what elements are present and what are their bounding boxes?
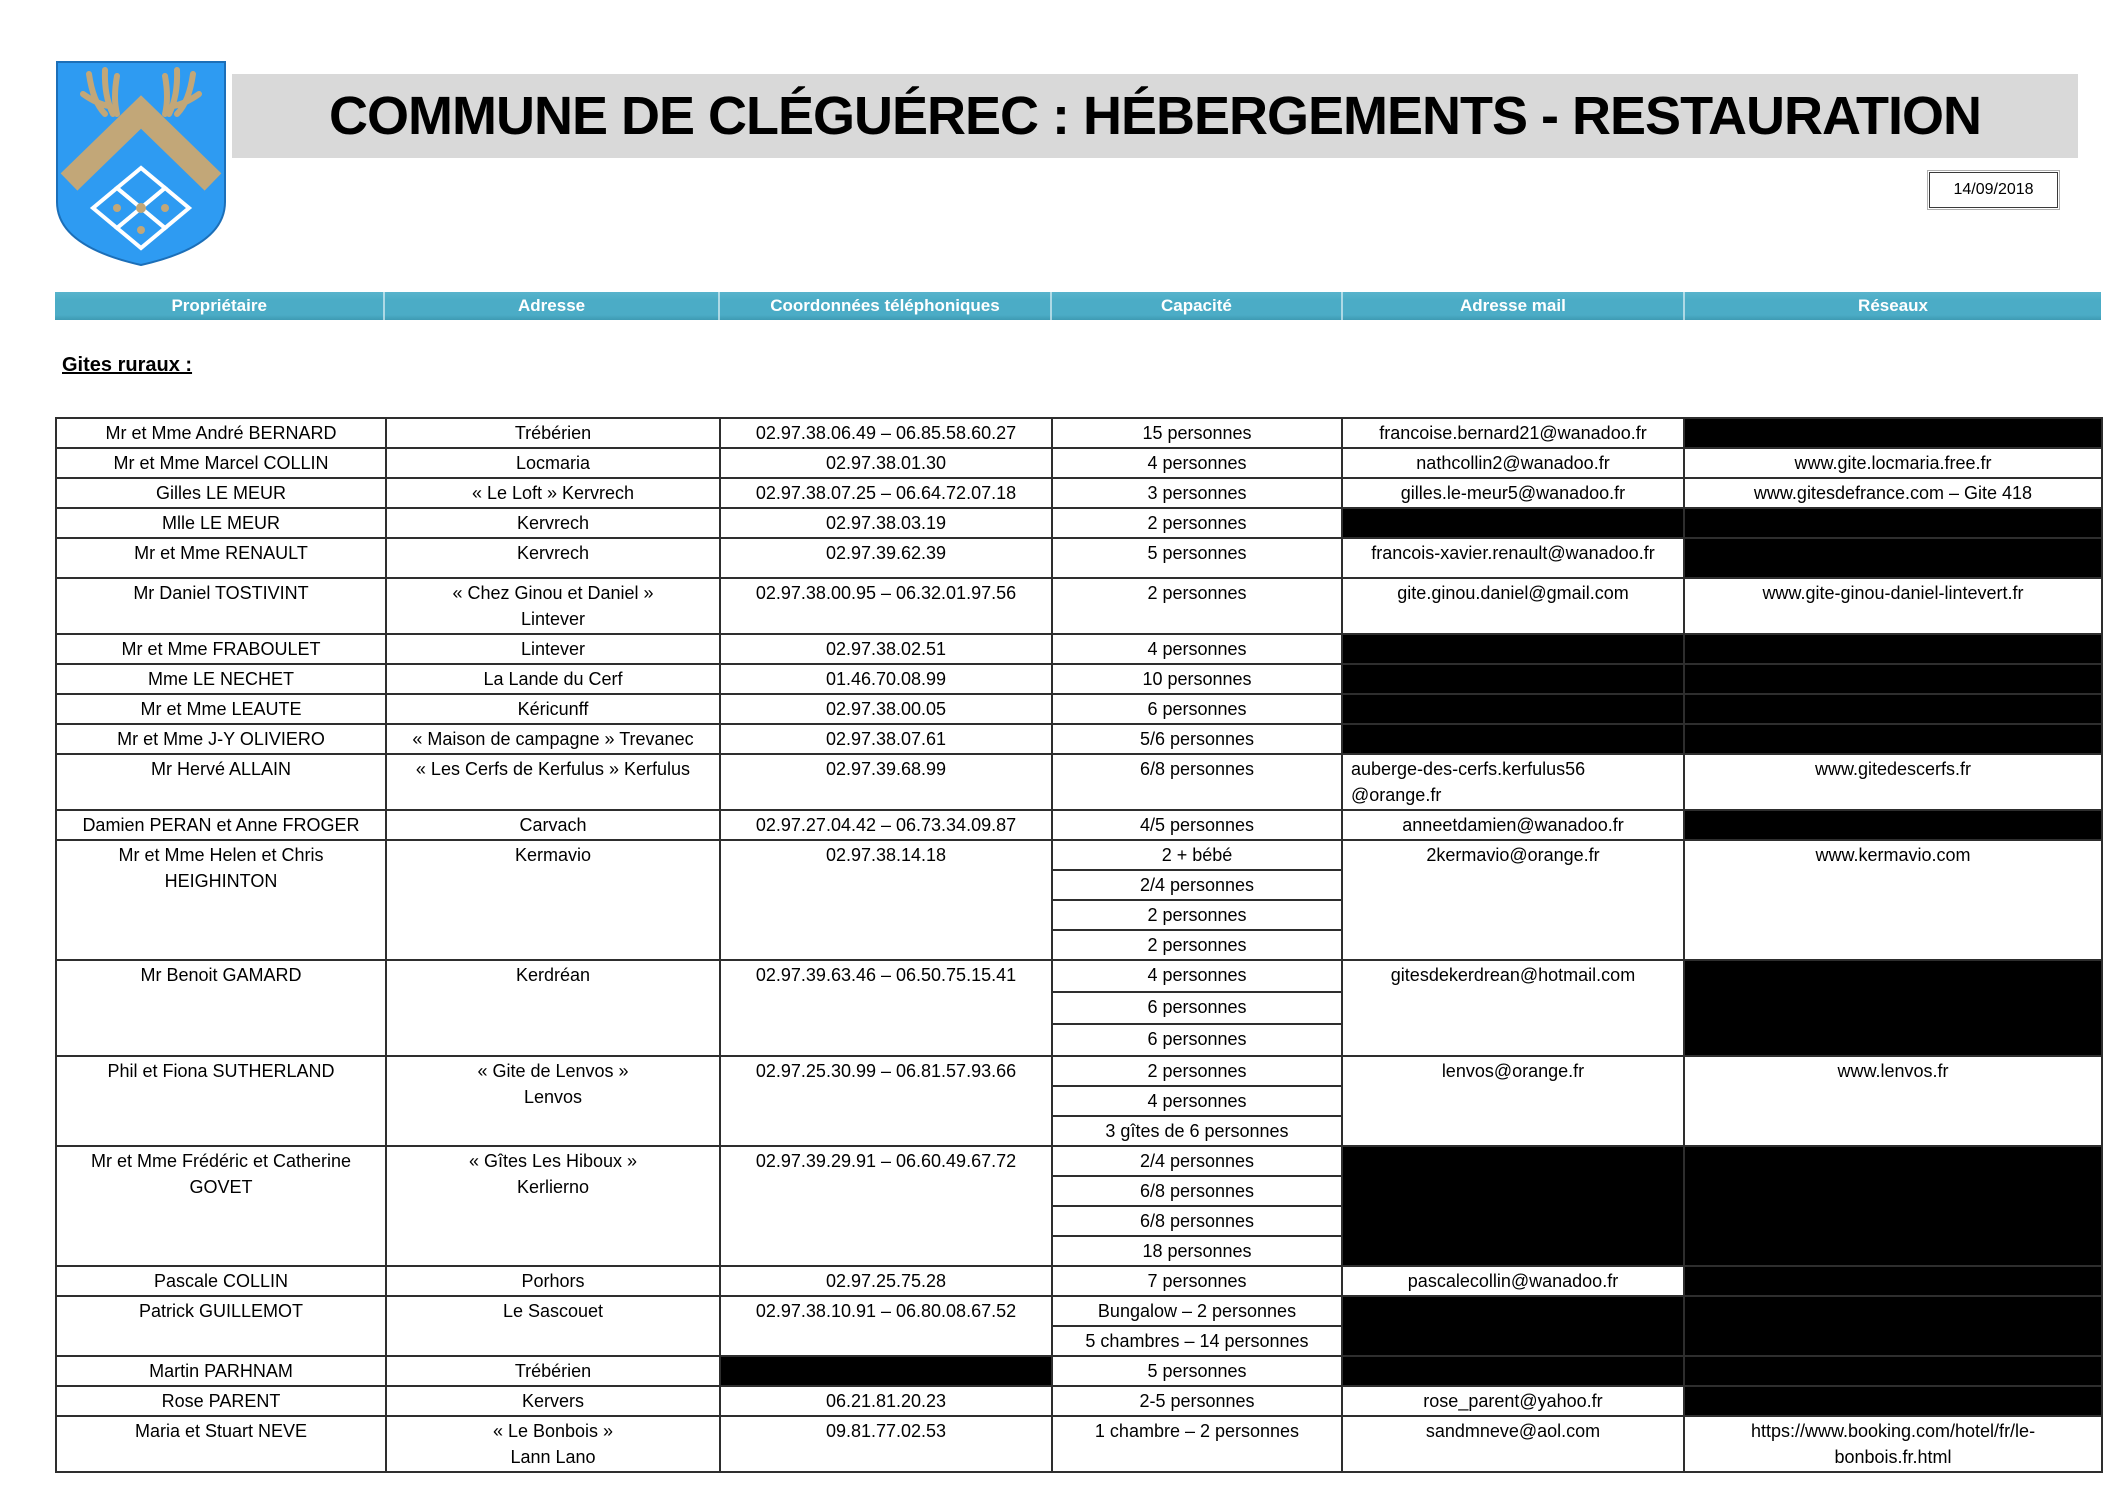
cell-reseaux-redacted (1684, 694, 2102, 724)
proprietaire-text: GOVET (189, 1177, 253, 1197)
cell-mail (1342, 1056, 1684, 1146)
cell-adresse (386, 754, 720, 810)
cell-reseaux-redacted (1684, 960, 2102, 1056)
capacite-text: 2 personnes (1147, 1061, 1247, 1081)
adresse-text: « Le Loft » Kervrech (471, 483, 635, 503)
cell-proprietaire (56, 1296, 386, 1356)
adresse-text: Kéricunff (517, 699, 589, 719)
table-row (56, 1356, 2102, 1386)
cell-adresse (386, 1296, 720, 1356)
reseaux-text: www.lenvos.fr (1837, 1061, 1949, 1081)
cell-mail (1342, 448, 1684, 478)
capacite-text: 2 personnes (1147, 583, 1247, 603)
table-row (56, 418, 2102, 448)
cell-capacite (1052, 1056, 1342, 1086)
cell-mail-redacted (1342, 694, 1684, 724)
cell-capacite (1052, 1356, 1342, 1386)
adresse-text: Lintever (520, 639, 586, 659)
cell-proprietaire (56, 724, 386, 754)
tel-text: 02.97.38.07.61 (825, 729, 947, 749)
reseaux-text: www.gitedescerfs.fr (1814, 759, 1972, 779)
adresse-text: Lintever (520, 609, 586, 629)
cell-adresse (386, 664, 720, 694)
title-band (232, 74, 2078, 158)
cell-capacite (1052, 538, 1342, 578)
proprietaire-text: Mr et Mme RENAULT (134, 543, 308, 563)
cell-mail (1342, 538, 1684, 578)
tel-text: 01.46.70.08.99 (825, 669, 947, 689)
cell-tel (720, 1146, 1052, 1266)
adresse-text: Porhors (521, 1271, 585, 1291)
adresse-text: Lann Lano (510, 1447, 596, 1467)
tel-text: 09.81.77.02.53 (825, 1421, 947, 1441)
cell-proprietaire (56, 538, 386, 578)
cell-capacite (1052, 870, 1342, 900)
cell-capacite (1052, 1116, 1342, 1146)
table-row (56, 1386, 2102, 1416)
proprietaire-text: Mr et Mme André BERNARD (105, 423, 337, 443)
tel-text: 02.97.38.14.18 (825, 845, 947, 865)
date-value: 14/09/2018 (1953, 181, 2034, 198)
capacite-text: 7 personnes (1147, 1271, 1247, 1291)
mail-text: gite.ginou.daniel@gmail.com (1397, 583, 1629, 603)
cell-capacite (1052, 578, 1342, 634)
cell-capacite (1052, 1236, 1342, 1266)
cell-adresse (386, 694, 720, 724)
tel-text: 02.97.38.01.30 (825, 453, 947, 473)
table-row (56, 960, 2102, 992)
cell-mail (1342, 960, 1684, 1056)
cell-capacite (1052, 1266, 1342, 1296)
cell-adresse (386, 478, 720, 508)
cell-capacite (1052, 448, 1342, 478)
adresse-text: Le Sascouet (502, 1301, 604, 1321)
cell-reseaux (1684, 840, 2102, 960)
tel-text: 02.97.38.00.05 (825, 699, 947, 719)
cell-capacite (1052, 1024, 1342, 1056)
table-row (56, 1146, 2102, 1176)
table-column-header-bar (55, 292, 2101, 320)
cell-proprietaire (56, 634, 386, 664)
cell-mail-redacted (1342, 664, 1684, 694)
cell-capacite (1052, 478, 1342, 508)
proprietaire-text: Mr Daniel TOSTIVINT (133, 583, 309, 603)
cell-capacite (1052, 960, 1342, 992)
mail-text: @orange.fr (1351, 785, 1442, 805)
tel-text: 02.97.27.04.42 – 06.73.34.09.87 (755, 815, 1017, 835)
cell-reseaux-redacted (1684, 508, 2102, 538)
cell-tel (720, 448, 1052, 478)
cell-mail (1342, 578, 1684, 634)
mail-text: rose_parent@yahoo.fr (1423, 1391, 1603, 1411)
column-header-mail: Adresse mail (1341, 292, 1683, 320)
cell-capacite (1052, 664, 1342, 694)
table-row (56, 1416, 2102, 1472)
cell-proprietaire (56, 418, 386, 448)
cell-tel (720, 1056, 1052, 1146)
cell-capacite (1052, 1416, 1342, 1472)
proprietaire-text: Martin PARHNAM (149, 1361, 293, 1381)
cell-adresse (386, 810, 720, 840)
cell-tel (720, 810, 1052, 840)
adresse-text: Locmaria (515, 453, 591, 473)
cell-tel-redacted (720, 1356, 1052, 1386)
capacite-text: 2 personnes (1147, 513, 1247, 533)
proprietaire-text: Rose PARENT (161, 1391, 281, 1411)
cell-capacite (1052, 1386, 1342, 1416)
cell-adresse (386, 1266, 720, 1296)
cell-tel (720, 1266, 1052, 1296)
capacite-text: 15 personnes (1142, 423, 1252, 443)
adresse-text: « Les Cerfs de Kerfulus » Kerfulus (415, 759, 691, 779)
cell-reseaux-redacted (1684, 1356, 2102, 1386)
cell-mail-redacted (1342, 634, 1684, 664)
proprietaire-text: Mr et Mme J-Y OLIVIERO (117, 729, 325, 749)
capacite-text: 6 personnes (1147, 997, 1247, 1017)
cell-reseaux (1684, 478, 2102, 508)
tel-text: 02.97.38.00.95 – 06.32.01.97.56 (755, 583, 1017, 603)
adresse-text: « Le Bonbois » (492, 1421, 614, 1441)
capacite-text: 18 personnes (1142, 1241, 1252, 1261)
table-row (56, 840, 2102, 870)
table-row (56, 724, 2102, 754)
cell-proprietaire (56, 448, 386, 478)
adresse-text: Trébérien (514, 1361, 592, 1381)
adresse-text: « Gite de Lenvos » (477, 1061, 629, 1081)
cell-mail-redacted (1342, 508, 1684, 538)
mail-text: 2kermavio@orange.fr (1426, 845, 1600, 865)
cell-capacite (1052, 1326, 1342, 1356)
capacite-text: 6 personnes (1147, 1029, 1247, 1049)
cell-tel (720, 634, 1052, 664)
capacite-text: 2 personnes (1147, 935, 1247, 955)
capacite-text: 3 personnes (1147, 483, 1247, 503)
table-row (56, 664, 2102, 694)
proprietaire-text: Mlle LE MEUR (161, 513, 281, 533)
adresse-text: Trébérien (514, 423, 592, 443)
cell-tel (720, 694, 1052, 724)
table-row (56, 478, 2102, 508)
capacite-text: 6/8 personnes (1139, 1181, 1255, 1201)
cell-mail (1342, 840, 1684, 960)
mail-text: pascalecollin@wanadoo.fr (1407, 1271, 1619, 1291)
table-row (56, 1296, 2102, 1326)
cell-capacite (1052, 418, 1342, 448)
adresse-text: Kervers (521, 1391, 584, 1411)
cell-capacite (1052, 1086, 1342, 1116)
tel-text: 02.97.39.63.46 – 06.50.75.15.41 (755, 965, 1017, 985)
capacite-text: 1 chambre – 2 personnes (1094, 1421, 1300, 1441)
cell-capacite (1052, 810, 1342, 840)
adresse-text: Kervrech (516, 543, 590, 563)
cell-tel (720, 1386, 1052, 1416)
cell-proprietaire (56, 1356, 386, 1386)
table-row (56, 538, 2102, 578)
cell-reseaux (1684, 754, 2102, 810)
mail-text: nathcollin2@wanadoo.fr (1416, 453, 1610, 473)
capacite-text: 5 personnes (1147, 543, 1247, 563)
table-row (56, 694, 2102, 724)
cell-mail-redacted (1342, 1356, 1684, 1386)
cell-capacite (1052, 724, 1342, 754)
reseaux-text: www.kermavio.com (1815, 845, 1971, 865)
cell-reseaux-redacted (1684, 1146, 2102, 1266)
cell-proprietaire (56, 1056, 386, 1146)
cell-adresse (386, 724, 720, 754)
capacite-text: 2 personnes (1147, 905, 1247, 925)
cell-adresse (386, 1056, 720, 1146)
cell-proprietaire (56, 1266, 386, 1296)
capacite-text: 3 gîtes de 6 personnes (1105, 1121, 1289, 1141)
cell-proprietaire (56, 508, 386, 538)
cell-reseaux-redacted (1684, 1296, 2102, 1356)
cell-capacite (1052, 900, 1342, 930)
cell-tel (720, 418, 1052, 448)
cell-reseaux-redacted (1684, 1386, 2102, 1416)
column-header-adresse: Adresse (383, 292, 717, 320)
cell-adresse (386, 840, 720, 960)
capacite-text: 5/6 personnes (1139, 729, 1255, 749)
cell-proprietaire (56, 754, 386, 810)
cell-reseaux (1684, 578, 2102, 634)
table-row (56, 578, 2102, 634)
gites-table (55, 417, 2103, 1473)
table-row (56, 1056, 2102, 1086)
adresse-text: Kerlierno (516, 1177, 590, 1197)
cell-reseaux-redacted (1684, 810, 2102, 840)
cell-reseaux-redacted (1684, 634, 2102, 664)
tel-text: 02.97.38.07.25 – 06.64.72.07.18 (755, 483, 1017, 503)
cell-adresse (386, 1356, 720, 1386)
cell-mail (1342, 1416, 1684, 1472)
capacite-text: 2/4 personnes (1139, 1151, 1255, 1171)
cell-capacite (1052, 1296, 1342, 1326)
cell-reseaux-redacted (1684, 1266, 2102, 1296)
proprietaire-text: Mr et Mme LEAUTE (140, 699, 302, 719)
cell-reseaux (1684, 448, 2102, 478)
column-header-capacite: Capacité (1050, 292, 1341, 320)
cell-capacite (1052, 634, 1342, 664)
proprietaire-text: Mr Benoit GAMARD (140, 965, 302, 985)
reseaux-text: www.gite-ginou-daniel-lintevert.fr (1762, 583, 2024, 603)
tel-text: 02.97.38.06.49 – 06.85.58.60.27 (755, 423, 1017, 443)
proprietaire-text: Maria et Stuart NEVE (134, 1421, 308, 1441)
cell-adresse (386, 1386, 720, 1416)
proprietaire-text: Patrick GUILLEMOT (138, 1301, 304, 1321)
cell-reseaux-redacted (1684, 724, 2102, 754)
capacite-text: 4 personnes (1147, 965, 1247, 985)
proprietaire-text: Mr et Mme FRABOULET (121, 639, 321, 659)
capacite-text: 6/8 personnes (1139, 759, 1255, 779)
mail-text: gitesdekerdrean@hotmail.com (1390, 965, 1636, 985)
adresse-text: Carvach (519, 815, 587, 835)
proprietaire-text: Mme LE NECHET (147, 669, 295, 689)
column-header-telephone: Coordonnées téléphoniques (718, 292, 1050, 320)
adresse-text: Kervrech (516, 513, 590, 533)
cell-capacite (1052, 754, 1342, 810)
cell-adresse (386, 538, 720, 578)
adresse-text: « Chez Ginou et Daniel » (452, 583, 654, 603)
tel-text: 02.97.38.10.91 – 06.80.08.67.52 (755, 1301, 1017, 1321)
column-header-reseaux: Réseaux (1683, 292, 2101, 320)
cell-proprietaire (56, 664, 386, 694)
adresse-text: Kerdréan (515, 965, 591, 985)
capacite-text: 2/4 personnes (1139, 875, 1255, 895)
mail-text: francoise.bernard21@wanadoo.fr (1379, 423, 1647, 443)
tel-text: 02.97.38.02.51 (825, 639, 947, 659)
proprietaire-text: Mr et Mme Frédéric et Catherine (90, 1151, 352, 1171)
cell-proprietaire (56, 840, 386, 960)
cell-tel (720, 754, 1052, 810)
cell-mail-redacted (1342, 1296, 1684, 1356)
cell-reseaux (1684, 1056, 2102, 1146)
cell-adresse (386, 1416, 720, 1472)
cell-reseaux-redacted (1684, 418, 2102, 448)
cell-tel (720, 578, 1052, 634)
capacite-text: Bungalow – 2 personnes (1097, 1301, 1297, 1321)
proprietaire-text: Damien PERAN et Anne FROGER (82, 815, 360, 835)
table-row (56, 508, 2102, 538)
cell-capacite (1052, 840, 1342, 870)
cell-capacite (1052, 930, 1342, 960)
cell-capacite (1052, 694, 1342, 724)
mail-text: auberge-des-cerfs.kerfulus56 (1351, 759, 1586, 779)
adresse-text: « Gîtes Les Hiboux » (468, 1151, 638, 1171)
cell-adresse (386, 418, 720, 448)
cell-reseaux (1684, 1416, 2102, 1472)
cell-reseaux-redacted (1684, 664, 2102, 694)
cell-tel (720, 478, 1052, 508)
proprietaire-text: Pascale COLLIN (153, 1271, 289, 1291)
capacite-text: 5 personnes (1147, 1361, 1247, 1381)
cell-proprietaire (56, 478, 386, 508)
tel-text: 02.97.39.29.91 – 06.60.49.67.72 (755, 1151, 1017, 1171)
cell-capacite (1052, 508, 1342, 538)
commune-coat-of-arms (55, 60, 227, 268)
capacite-text: 4 personnes (1147, 639, 1247, 659)
shield-icon (55, 60, 227, 268)
proprietaire-text: Mr et Mme Marcel COLLIN (113, 453, 329, 473)
table-row (56, 810, 2102, 840)
capacite-text: 5 chambres – 14 personnes (1085, 1331, 1309, 1351)
cell-mail (1342, 810, 1684, 840)
table-row (56, 754, 2102, 810)
proprietaire-text: Phil et Fiona SUTHERLAND (107, 1061, 335, 1081)
cell-capacite (1052, 1206, 1342, 1236)
cell-proprietaire (56, 1146, 386, 1266)
reseaux-text: https://www.booking.com/hotel/fr/le- (1750, 1421, 2036, 1441)
cell-mail-redacted (1342, 724, 1684, 754)
cell-adresse (386, 508, 720, 538)
tel-text: 02.97.25.30.99 – 06.81.57.93.66 (755, 1061, 1017, 1081)
capacite-text: 4/5 personnes (1139, 815, 1255, 835)
mail-text: anneetdamien@wanadoo.fr (1402, 815, 1624, 835)
capacite-text: 2-5 personnes (1139, 1391, 1255, 1411)
cell-reseaux-redacted (1684, 538, 2102, 578)
capacite-text: 4 personnes (1147, 1091, 1247, 1111)
cell-proprietaire (56, 694, 386, 724)
capacite-text: 2 + bébé (1161, 845, 1233, 865)
page-title: COMMUNE DE CLÉGUÉREC : HÉBERGEMENTS - RESTAURATION (328, 86, 1982, 146)
cell-tel (720, 508, 1052, 538)
adresse-text: Kermavio (514, 845, 592, 865)
table-row (56, 1266, 2102, 1296)
cell-mail (1342, 754, 1684, 810)
mail-text: sandmneve@aol.com (1425, 1421, 1601, 1441)
cell-proprietaire (56, 810, 386, 840)
section-title-gites-ruraux: Gites ruraux : (62, 354, 193, 376)
mail-text: lenvos@orange.fr (1441, 1061, 1585, 1081)
capacite-text: 4 personnes (1147, 453, 1247, 473)
cell-proprietaire (56, 578, 386, 634)
cell-mail-redacted (1342, 1146, 1684, 1266)
proprietaire-text: HEIGHINTON (164, 871, 278, 891)
mail-text: gilles.le-meur5@wanadoo.fr (1400, 483, 1626, 503)
cell-capacite (1052, 1176, 1342, 1206)
proprietaire-text: Gilles LE MEUR (155, 483, 287, 503)
reseaux-text: www.gite.locmaria.free.fr (1794, 453, 1992, 473)
cell-mail (1342, 418, 1684, 448)
tel-text: 06.21.81.20.23 (825, 1391, 947, 1411)
proprietaire-text: Mr Hervé ALLAIN (150, 759, 292, 779)
date-box (1929, 172, 2058, 208)
cell-tel (720, 1296, 1052, 1356)
cell-adresse (386, 448, 720, 478)
adresse-text: « Maison de campagne » Trevanec (412, 729, 694, 749)
cell-tel (720, 538, 1052, 578)
cell-tel (720, 664, 1052, 694)
cell-tel (720, 960, 1052, 1056)
cell-proprietaire (56, 1386, 386, 1416)
adresse-text: La Lande du Cerf (483, 669, 623, 689)
column-header-proprietaire: Propriétaire (171, 296, 267, 315)
cell-proprietaire (56, 1416, 386, 1472)
capacite-text: 10 personnes (1142, 669, 1252, 689)
proprietaire-text: Mr et Mme Helen et Chris (118, 845, 324, 865)
cell-capacite (1052, 1146, 1342, 1176)
cell-mail (1342, 1266, 1684, 1296)
cell-adresse (386, 960, 720, 1056)
cell-tel (720, 1416, 1052, 1472)
reseaux-text: www.gitesdefrance.com – Gite 418 (1753, 483, 2033, 503)
tel-text: 02.97.25.75.28 (825, 1271, 947, 1291)
cell-tel (720, 840, 1052, 960)
tel-text: 02.97.39.68.99 (825, 759, 947, 779)
cell-tel (720, 724, 1052, 754)
cell-proprietaire (56, 960, 386, 1056)
table-row (56, 634, 2102, 664)
cell-capacite (1052, 992, 1342, 1024)
cell-adresse (386, 578, 720, 634)
adresse-text: Lenvos (523, 1087, 583, 1107)
cell-adresse (386, 1146, 720, 1266)
reseaux-text: bonbois.fr.html (1834, 1447, 1952, 1467)
cell-mail (1342, 478, 1684, 508)
capacite-text: 6/8 personnes (1139, 1211, 1255, 1231)
cell-adresse (386, 634, 720, 664)
mail-text: francois-xavier.renault@wanadoo.fr (1371, 543, 1655, 563)
capacite-text: 6 personnes (1147, 699, 1247, 719)
tel-text: 02.97.39.62.39 (825, 543, 947, 563)
tel-text: 02.97.38.03.19 (825, 513, 947, 533)
cell-mail (1342, 1386, 1684, 1416)
table-row (56, 448, 2102, 478)
